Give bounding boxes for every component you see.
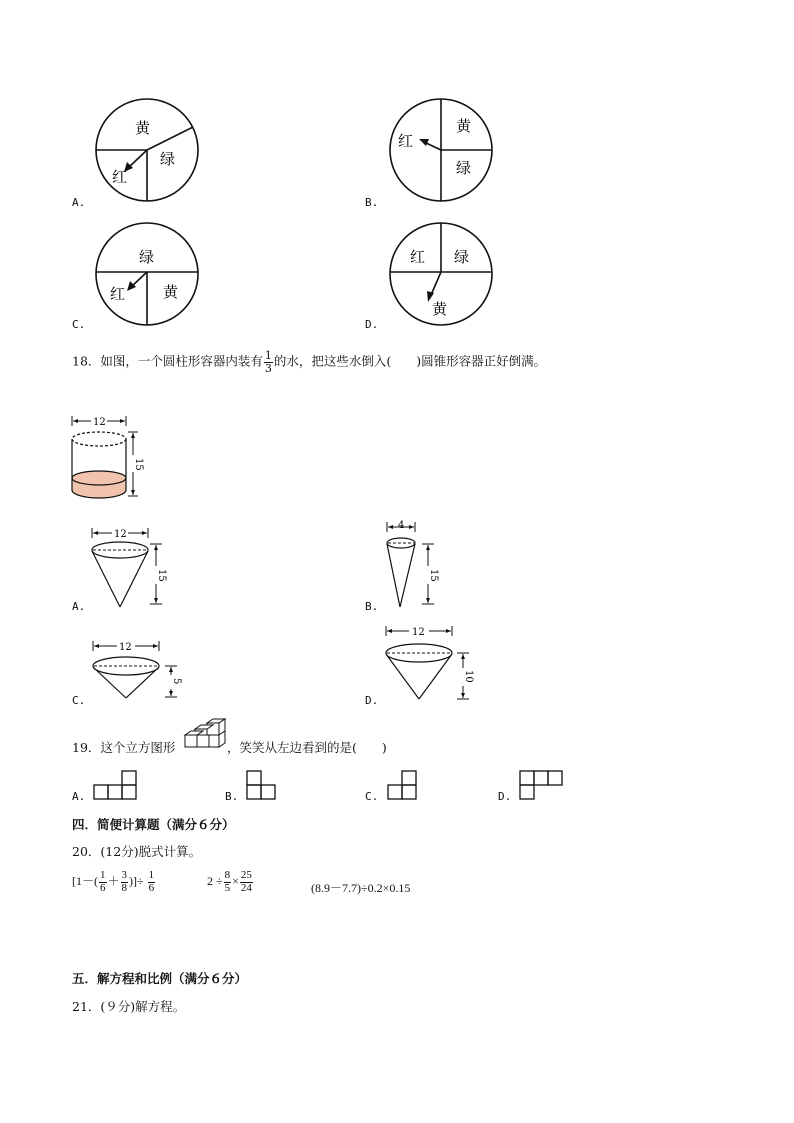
option-label: A.	[72, 790, 86, 803]
option-label: B.	[225, 790, 239, 803]
sector-label: 绿	[454, 248, 470, 266]
sector-label: 红	[112, 168, 128, 186]
sector-label: 黄	[163, 283, 179, 301]
spinner-c	[95, 222, 199, 326]
spinner-b	[389, 98, 493, 202]
cone-c	[87, 637, 187, 705]
cone-d	[381, 622, 476, 706]
question-18: 18．如图，一个圆柱形容器内装有 $\frac{1}{3}$ 的水，把这些水倒入( )圆锥形容器正好倒满。	[72, 349, 547, 375]
sector-label: 绿	[160, 150, 176, 168]
view-option-d	[519, 770, 565, 802]
question-21: 21．(９分)解方程。	[72, 999, 186, 1014]
expression-1: [1－( $\frac{1}{6}$ ＋ $\frac{3}{8}$ )]÷ $\frac{1}{6}$	[72, 869, 155, 894]
sector-label: 红	[398, 132, 414, 150]
cone-height-label: 15	[156, 569, 167, 582]
option-label: D.	[365, 694, 379, 707]
cone-top-label: 12	[412, 627, 425, 638]
section-5-title: 五．解方程和比例（满分６分）	[72, 971, 248, 986]
option-label: D.	[365, 318, 379, 331]
sector-label: 红	[410, 248, 426, 266]
sector-label: 红	[110, 285, 126, 303]
sector-label: 黄	[456, 117, 472, 135]
option-label: A.	[72, 196, 86, 209]
sector-label: 黄	[432, 300, 448, 318]
option-label: B.	[365, 600, 379, 613]
option-label: C.	[365, 790, 379, 803]
fraction-one-third: $\frac{1}{3}$	[264, 349, 272, 375]
option-label: A.	[72, 600, 86, 613]
option-label: B.	[365, 196, 379, 209]
view-option-b	[246, 770, 276, 802]
option-label: D.	[498, 790, 512, 803]
cone-top-label: 4	[398, 520, 405, 531]
view-option-c	[387, 770, 419, 802]
section-4-title: 四．简便计算题（满分６分）	[72, 817, 235, 832]
cone-a	[86, 524, 171, 612]
cone-top-label: 12	[114, 529, 127, 540]
spinner-a	[95, 98, 199, 202]
cone-height-label: 10	[463, 670, 474, 683]
question-19-suffix: ，笑笑从左边看到的是( )	[227, 740, 387, 755]
spinner-d	[389, 222, 493, 326]
cylinder-height-label: 15	[133, 458, 144, 471]
sector-label: 黄	[135, 119, 151, 137]
sector-label: 绿	[139, 248, 155, 266]
expression-3: (8.9－7.7)÷0.2×0.15	[311, 881, 411, 895]
cone-b	[382, 518, 442, 612]
option-label: C.	[72, 318, 86, 331]
option-label: C.	[72, 694, 86, 707]
cone-top-label: 12	[119, 642, 132, 653]
sector-label: 绿	[456, 159, 472, 177]
question-19-prefix: 19．这个立方图形	[72, 740, 176, 755]
expression-2: 2 ÷ $\frac{8}{5}$ × $\frac{25}{24}$	[207, 869, 252, 894]
cylinder-diameter-label: 12	[93, 417, 106, 428]
view-option-a	[93, 768, 139, 802]
question-20: 20．(12分)脱式计算。	[72, 844, 202, 859]
cube-stack-figure	[183, 717, 227, 749]
cylinder-figure	[66, 412, 146, 512]
cone-height-label: 15	[428, 569, 439, 582]
cone-height-label: 5	[171, 678, 182, 685]
